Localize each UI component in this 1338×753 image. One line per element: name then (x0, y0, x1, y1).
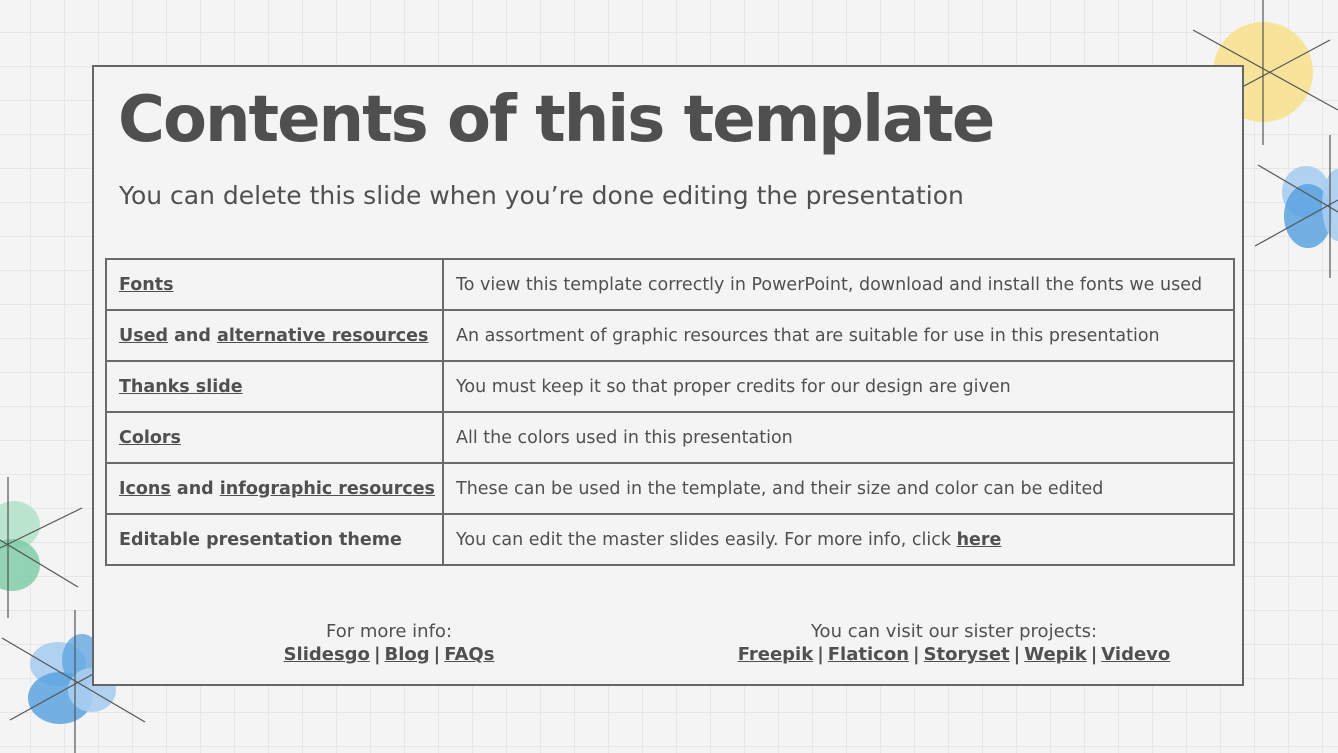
footer-links (684, 643, 1224, 666)
icons-link[interactable]: Icons (119, 478, 171, 499)
row-description: An assortment of graphic resources that are suitable for use in this presentation (443, 310, 1234, 361)
storyset-link[interactable]: Storyset (923, 644, 1010, 665)
videvo-link[interactable]: Videvo (1101, 644, 1171, 665)
flaticon-link[interactable]: Flaticon (827, 644, 910, 665)
footer-sister-projects (684, 620, 1224, 666)
blog-link[interactable]: Blog (384, 644, 430, 665)
row-name (106, 310, 443, 361)
faqs-link[interactable]: FAQs (444, 644, 495, 665)
table-row (106, 463, 1234, 514)
page-subtitle: You can delete this slide when you’re done editing the presentation (119, 181, 964, 210)
row-description: These can be used in the template, and their size and color can be edited (443, 463, 1234, 514)
table-row (106, 259, 1234, 310)
footer-links (244, 643, 534, 666)
row-description: To view this template correctly in PowerPoint, download and install the fonts we used (443, 259, 1234, 310)
row-name-connector: and (170, 478, 220, 499)
colors-link[interactable]: Colors (119, 427, 181, 448)
footer-label: You can visit our sister projects: (810, 621, 1098, 642)
fonts-link[interactable]: Fonts (119, 274, 174, 295)
table-row (106, 412, 1234, 463)
row-name-connector: and (168, 325, 218, 346)
wepik-link[interactable]: Wepik (1024, 644, 1087, 665)
table-row (106, 361, 1234, 412)
infographic-resources-link[interactable]: infographic resources (219, 478, 435, 499)
page-title: Contents of this template (118, 83, 994, 157)
blue-blob-decoration (1255, 135, 1338, 278)
row-name (106, 259, 443, 310)
table-row (106, 514, 1234, 565)
row-description: All the colors used in this presentation (443, 412, 1234, 463)
thanks-slide-link[interactable]: Thanks slide (119, 376, 243, 397)
table-row (106, 310, 1234, 361)
here-link[interactable]: here (956, 529, 1002, 550)
row-description (443, 514, 1234, 565)
link-separator: | (373, 644, 381, 665)
alternative-resources-link[interactable]: alternative resources (217, 325, 429, 346)
link-separator: | (433, 644, 441, 665)
row-description: You must keep it so that proper credits for our design are given (443, 361, 1234, 412)
row-description-text: You can edit the master slides easily. For more info, click (456, 529, 957, 550)
green-blob-decoration (0, 477, 82, 618)
footer-label: For more info: (325, 621, 453, 642)
link-separator: | (1090, 644, 1098, 665)
used-resources-link[interactable]: Used (119, 325, 169, 346)
link-separator: | (1013, 644, 1021, 665)
link-separator: | (817, 644, 824, 665)
content-card (92, 65, 1244, 686)
footer-more-info (244, 620, 534, 666)
row-name (106, 463, 443, 514)
row-name (106, 412, 443, 463)
contents-table (105, 258, 1235, 566)
link-separator: | (913, 644, 920, 665)
row-name (106, 361, 443, 412)
slidesgo-link[interactable]: Slidesgo (283, 644, 370, 665)
row-name: Editable presentation theme (106, 514, 443, 565)
freepik-link[interactable]: Freepik (737, 644, 814, 665)
